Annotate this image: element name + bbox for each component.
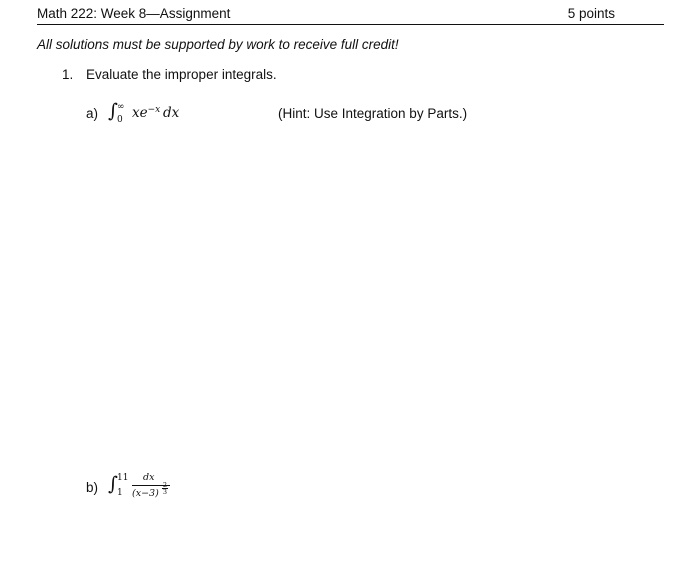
lower-limit-a: 0 xyxy=(117,115,123,125)
question-1 xyxy=(62,67,277,82)
part-a-label: a) xyxy=(86,106,99,121)
upper-limit-a: ∞ xyxy=(117,102,125,112)
numerator-b: dx xyxy=(143,472,155,483)
exponent-denominator-b: 3 xyxy=(162,488,168,496)
assignment-title: Math 222: Week 8—Assignment xyxy=(37,6,231,21)
question-text: Evaluate the improper integrals. xyxy=(86,67,277,82)
integral-sign-a: ∫ xyxy=(108,100,118,122)
page-header xyxy=(37,4,664,25)
integrand-base-a: xe xyxy=(132,105,148,121)
differential-a: dx xyxy=(162,105,180,121)
integral-sign-b: ∫ xyxy=(108,473,118,495)
denominator-base-b: (x−3) xyxy=(132,488,159,499)
exponent-numerator-b: 2 xyxy=(162,481,168,489)
denominator-b xyxy=(132,481,168,499)
lower-limit-b: 1 xyxy=(117,488,123,498)
points-value: 5 points xyxy=(567,6,615,21)
part-b-label: b) xyxy=(86,480,99,495)
instructions-text: All solutions must be supported by work to receive full credit! xyxy=(37,37,399,52)
integrand-a xyxy=(132,105,179,121)
question-number: 1. xyxy=(62,67,74,82)
upper-limit-b: 11 xyxy=(117,473,129,483)
fraction-b xyxy=(132,472,170,506)
hint-text: (Hint: Use Integration by Parts.) xyxy=(278,106,468,121)
denominator-exponent-b xyxy=(162,482,168,495)
integral-b xyxy=(108,473,178,509)
integrand-exponent-a: −x xyxy=(147,105,161,115)
integral-a xyxy=(108,100,188,128)
